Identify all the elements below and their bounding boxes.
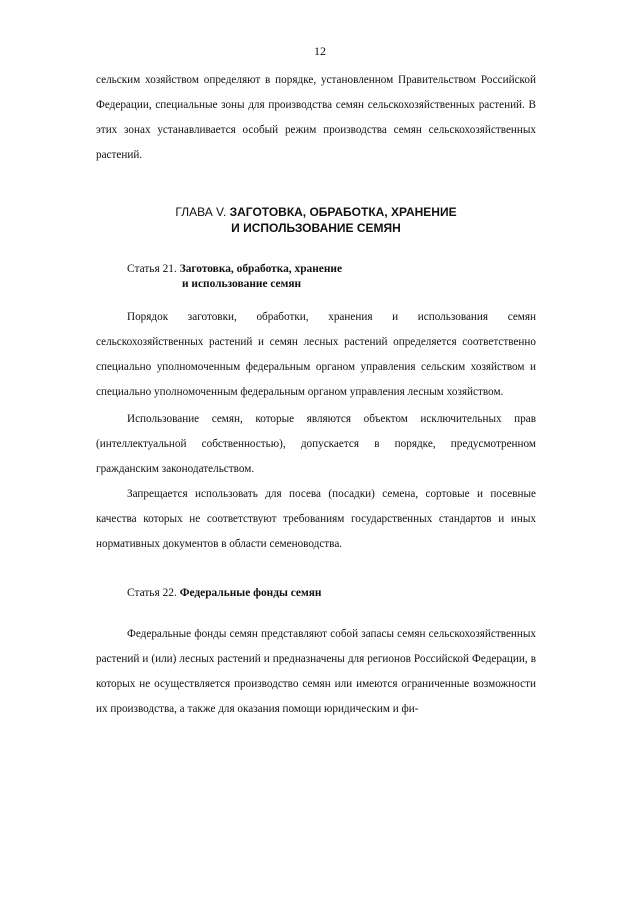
article-21-title-line1: Заготовка, обработка, хранение [179, 263, 343, 275]
article-21-heading [127, 262, 342, 292]
chapter-prefix: ГЛАВА V. [175, 205, 227, 219]
article-21-title-line2: и использование семян [182, 278, 302, 290]
article-22-paragraph-1: Федеральные фонды семян представляют собой запасы семян сельскохозяйственных растений и (или) лесных растений и предназначены для регионов Российской Федерации, в которых не осуществляется производство семян или имеются ограниченные возможности их производства, а также для оказания помощи юридическим и фи- [96, 628, 536, 715]
chapter-heading [96, 204, 536, 236]
article-22-heading [127, 586, 321, 601]
article-21-paragraph-3: Запрещается использовать для посева (посадки) семена, сортовые и посевные качества которых не соответствуют требованиям государственных стандартов и иных нормативных документов в области семеноводства. [96, 488, 536, 550]
article-22-label: Статья 22. [127, 587, 177, 599]
article-21-heading-line1 [127, 262, 342, 277]
article-22-title: Федеральные фонды семян [179, 587, 322, 599]
chapter-title-line1: ЗАГОТОВКА, ОБРАБОТКА, ХРАНЕНИЕ [229, 205, 457, 219]
page-number: 12 [314, 44, 326, 58]
chapter-title-line2: И ИСПОЛЬЗОВАНИЕ СЕМЯН [231, 221, 401, 235]
opening-paragraph: сельским хозяйством определяют в порядке, установленном Правительством Российской Федерации, специальные зоны для производства семян сельскохозяйственных растений. В этих зонах устанавливается особый режим производства семян сельскохозяйственных растений. [96, 74, 536, 161]
article-21-label: Статья 21. [127, 263, 177, 275]
chapter-heading-line1 [96, 204, 536, 220]
article-21-paragraph-2: Использование семян, которые являются объектом исключительных прав (интеллектуальной собственностью), допускается в порядке, предусмотренном гражданским законодательством. [96, 413, 536, 475]
article-21-paragraph-1: Порядок заготовки, обработки, хранения и использования семян сельскохозяйственных растений и семян лесных растений определяется соответственно специально уполномоченным федеральным органом управления сельским хозяйством и специально уполномоченным федеральным органом управления лесным хозяйством. [96, 311, 536, 398]
